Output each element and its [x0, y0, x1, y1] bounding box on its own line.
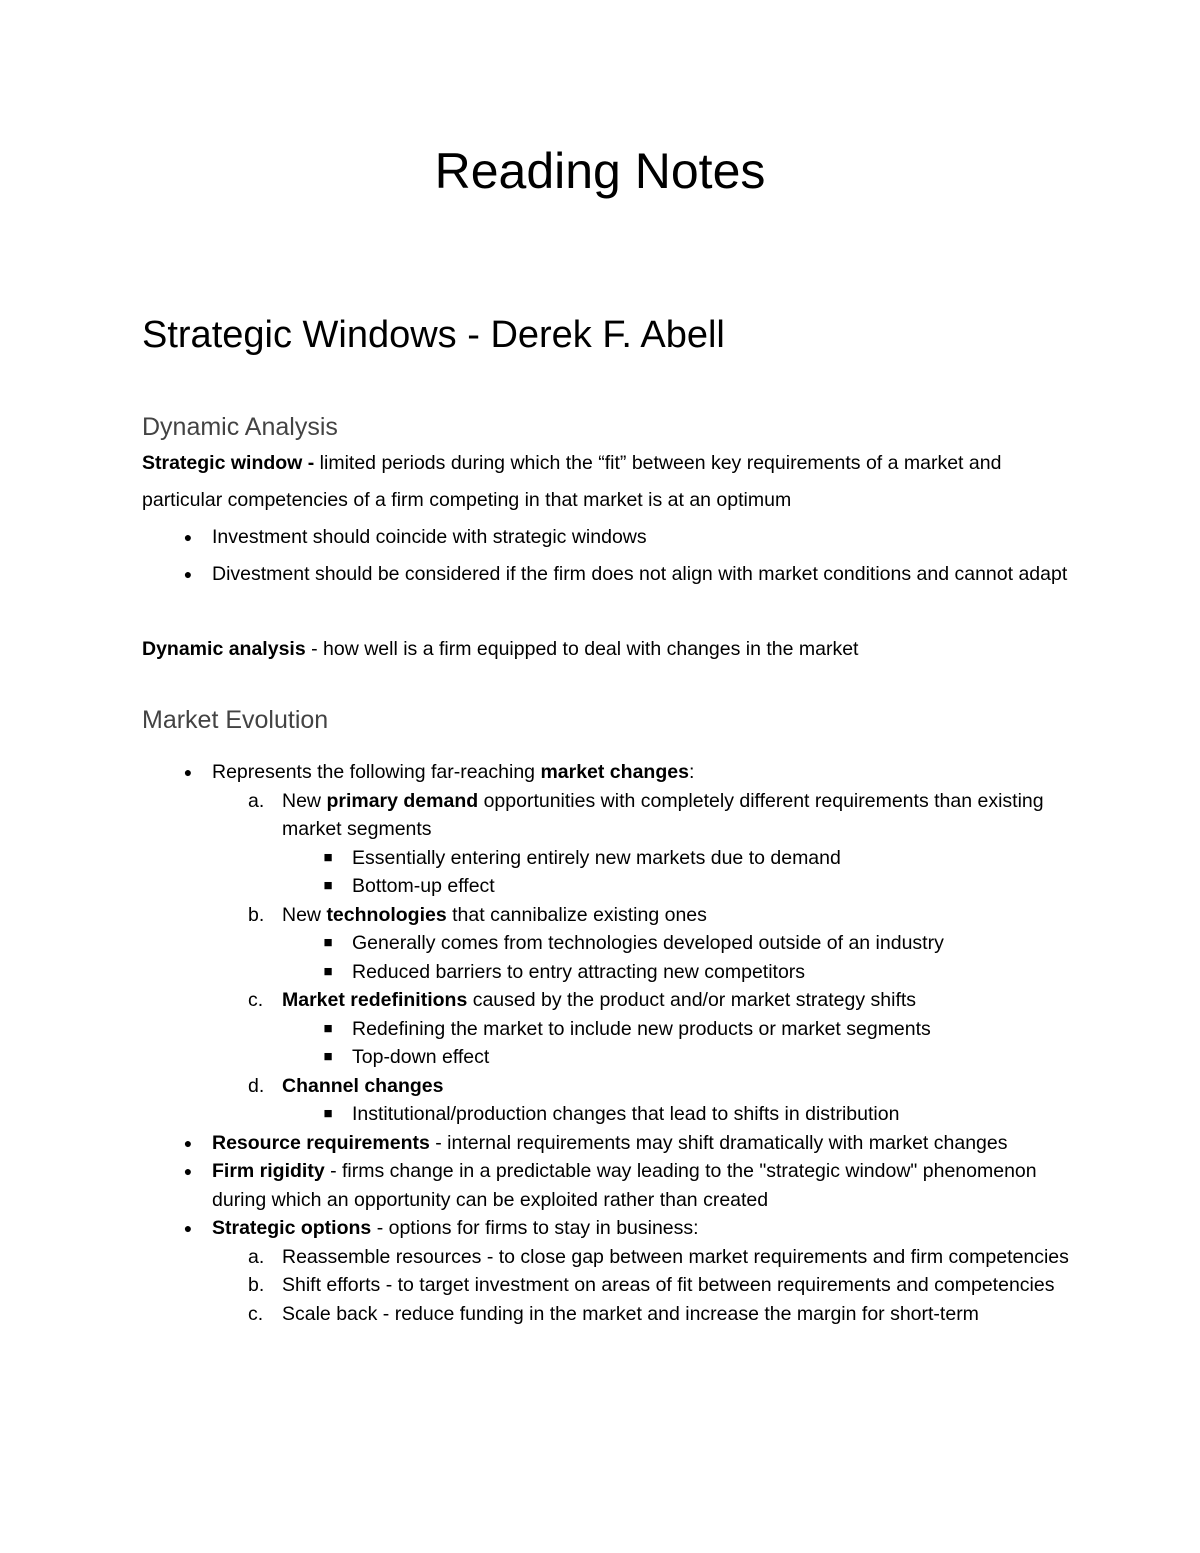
bullet-icon: ● [183, 1134, 193, 1151]
list-item-text: that cannibalize existing ones [446, 903, 707, 926]
list-item-text: Scale back - reduce funding in the market and increase the margin for short-term [282, 1302, 979, 1325]
strategic-options-list [212, 1243, 1072, 1329]
definition-text: limited periods during which the “fit” between key requirements of a market and particular competencies of a firm competing in that market is at an optimum [142, 452, 1002, 511]
list-item [212, 1072, 1072, 1129]
bullet-icon: ● [183, 529, 193, 545]
list-item-text: Essentially entering entirely new markets due to demand [352, 846, 841, 869]
list-item-text: Generally comes from technologies developed outside of an industry [352, 932, 944, 954]
square-bullet-icon: ■ [323, 934, 333, 951]
list-item-text: caused by the product and/or market strategy shifts [467, 989, 917, 1011]
bold-term: market changes [540, 761, 689, 783]
bold-term: Firm rigidity [212, 1160, 325, 1182]
bold-term: primary demand [326, 789, 479, 812]
list-item [282, 929, 1072, 958]
list-item [212, 901, 1072, 987]
list-item-text: Shift efforts - to target investment on areas of fit between requirements and competencies [282, 1274, 1055, 1296]
definition-dynamic-analysis [142, 631, 1062, 668]
square-bullet-icon: ■ [323, 1019, 333, 1037]
bold-term: Channel changes [282, 1074, 444, 1097]
list-number: b. [248, 903, 265, 926]
market-changes-list [212, 787, 1072, 1129]
section-heading-market-evolution: Market Evolution [142, 706, 329, 734]
list-item-text: Top-down effect [352, 1046, 490, 1068]
list-item [282, 844, 1072, 873]
dynamic-analysis-bullets [142, 519, 1072, 593]
list-item [212, 986, 1072, 1072]
bold-term: Strategic options [212, 1217, 372, 1239]
list-item [212, 1300, 1072, 1329]
list-item-text: New [282, 789, 327, 812]
list-number: c. [248, 1302, 264, 1325]
term-dynamic-analysis: Dynamic analysis [142, 638, 306, 660]
bold-term: technologies [326, 903, 447, 926]
list-item-text: Investment should coincide with strategic windows [212, 526, 647, 548]
list-item [142, 758, 1072, 1129]
list-item-text: Redefining the market to include new products or market segments [352, 1017, 931, 1040]
list-item-text: - options for firms to stay in business: [371, 1217, 699, 1239]
square-bullet-icon: ■ [323, 962, 333, 980]
square-bullet-icon: ■ [323, 1048, 333, 1065]
list-item [212, 1271, 1072, 1300]
bullet-icon: ● [183, 566, 193, 582]
list-item [282, 1100, 1072, 1129]
list-number: a. [248, 789, 265, 812]
bullet-icon: ● [183, 764, 193, 780]
sub-list [282, 844, 1072, 901]
square-bullet-icon: ■ [323, 877, 333, 894]
market-evolution-bullets [142, 758, 1072, 1328]
sub-list [282, 1100, 1072, 1129]
list-item [212, 787, 1072, 901]
square-bullet-icon: ■ [323, 1105, 333, 1122]
list-number: c. [248, 989, 264, 1011]
list-item-text: Institutional/production changes that lead to shifts in distribution [352, 1103, 900, 1125]
list-item-text: Reassemble resources - to close gap between market requirements and firm competencies [282, 1245, 1069, 1268]
bullet-icon: ● [183, 1220, 193, 1236]
bold-term: Market redefinitions [282, 989, 468, 1011]
bullet-icon: ● [183, 1163, 193, 1179]
section-heading-dynamic-analysis: Dynamic Analysis [142, 413, 338, 441]
list-item-text: Divestment should be considered if the firm does not align with market conditions and cannot adapt [212, 563, 1068, 585]
list-item [142, 519, 1072, 556]
list-number: a. [248, 1245, 265, 1268]
list-item [142, 1214, 1072, 1328]
list-item-text: Reduced barriers to entry attracting new competitors [352, 960, 806, 983]
definition-text: - how well is a firm equipped to deal with changes in the market [305, 638, 859, 660]
sub-list [282, 929, 1072, 986]
reading-heading: Strategic Windows - Derek F. Abell [142, 314, 725, 356]
term-strategic-window: Strategic window - [142, 452, 315, 474]
square-bullet-icon: ■ [323, 848, 333, 866]
list-item-text: opportunities with completely different requirements than existing market segments [282, 789, 1044, 840]
list-item-text: New [282, 903, 327, 926]
list-item [282, 958, 1072, 987]
sub-list [282, 1015, 1072, 1072]
list-item [282, 1043, 1072, 1072]
list-item-text: - internal requirements may shift dramatically with market changes [429, 1131, 1008, 1154]
list-item [282, 1015, 1072, 1044]
list-number: b. [248, 1274, 265, 1296]
list-item-text: : [688, 761, 695, 783]
page-title: Reading Notes [434, 143, 766, 199]
list-item-text: - firms change in a predictable way leading to the "strategic window" phenomenon during which an opportunity can be exploited rather than created [212, 1160, 1037, 1211]
list-item [142, 556, 1072, 593]
definition-strategic-window [142, 445, 1062, 519]
bold-term: Resource requirements [212, 1131, 430, 1154]
list-item [212, 1243, 1072, 1272]
list-item [282, 872, 1072, 901]
list-item [142, 1129, 1072, 1158]
list-item [142, 1157, 1072, 1214]
list-number: d. [248, 1074, 265, 1097]
list-item-text: Bottom-up effect [352, 875, 495, 897]
list-item-text: Represents the following far-reaching [212, 761, 541, 783]
